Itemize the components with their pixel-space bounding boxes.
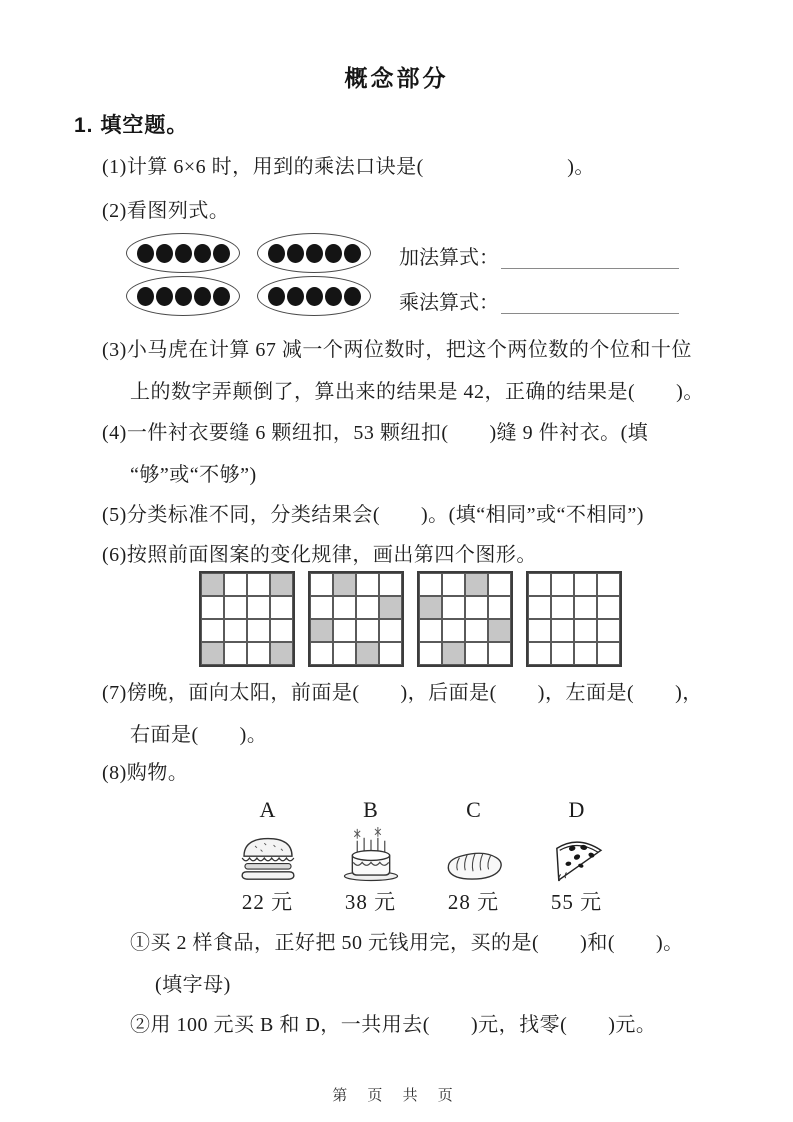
grid-cell (310, 642, 333, 665)
dot-oval (126, 233, 240, 273)
grid-cell (247, 573, 270, 596)
grid-cell (247, 619, 270, 642)
multiplication-formula-row (399, 286, 679, 315)
item-price: 22 元 (241, 890, 294, 914)
grid-cell (528, 619, 551, 642)
item-letter: D (568, 797, 585, 822)
pattern-grid (417, 571, 513, 667)
dot-groups (126, 233, 382, 316)
item-price: 38 元 (344, 890, 397, 914)
grid-cell (551, 596, 574, 619)
dot (137, 287, 154, 306)
question-4-line2: “够”或“不够”) (130, 464, 257, 486)
dot (156, 287, 173, 306)
item-letter: B (363, 797, 378, 822)
grid-cell (442, 596, 465, 619)
dot (325, 287, 342, 306)
dot-oval (257, 276, 371, 316)
dot (175, 287, 192, 306)
dot (213, 287, 230, 306)
grid-cell (551, 573, 574, 596)
grid-cell-shaded (270, 573, 293, 596)
question-8-sub1-line2: (填字母) (155, 974, 231, 996)
grid-cell-shaded (310, 619, 333, 642)
question-3-line2: 上的数字弄颠倒了，算出来的结果是 42，正确的结果是( )。 (130, 381, 704, 403)
addition-formula-label: 加法算式： (399, 247, 499, 269)
pizza-icon (549, 834, 605, 882)
grid-cell (465, 642, 488, 665)
question-1: (1)计算 6×6 时，用到的乘法口诀是( )。 (102, 156, 595, 178)
dot (268, 287, 285, 306)
grid-cell-shaded (356, 642, 379, 665)
grid-cell (574, 619, 597, 642)
dot (137, 244, 154, 263)
grid-cell (201, 596, 224, 619)
dot (213, 244, 230, 263)
grid-cell (224, 573, 247, 596)
grid-cell (442, 619, 465, 642)
grid-cell (528, 573, 551, 596)
dot (287, 287, 304, 306)
grid-cell-shaded (270, 642, 293, 665)
dot-oval (126, 276, 240, 316)
grid-cell (379, 573, 402, 596)
dot (306, 287, 323, 306)
item-letter: C (466, 797, 481, 822)
pattern-grid (199, 571, 295, 667)
question-8: (8)购物。 (102, 762, 189, 784)
grid-cell (419, 619, 442, 642)
grid-cell (224, 642, 247, 665)
grid-cell-shaded (419, 596, 442, 619)
shop-item-a (216, 796, 319, 916)
shop-item-b (319, 796, 422, 916)
pattern-grid (308, 571, 404, 667)
dot (268, 244, 285, 263)
item-price: 28 元 (447, 890, 500, 914)
hamburger-icon (237, 834, 299, 882)
question-2: (2)看图列式。 (102, 200, 230, 222)
item-letter: A (259, 797, 276, 822)
grid-cell (574, 573, 597, 596)
question-6: (6)按照前面图案的变化规律，画出第四个图形。 (102, 544, 537, 566)
dot (306, 244, 323, 263)
grid-cell-shaded (488, 619, 511, 642)
grid-cell (333, 596, 356, 619)
grid-cell (419, 573, 442, 596)
shop-item-c (422, 796, 525, 916)
grid-cell (310, 596, 333, 619)
grid-cell (247, 642, 270, 665)
grid-cell (224, 596, 247, 619)
grid-cell (597, 642, 620, 665)
grid-cell (551, 619, 574, 642)
question-3-line1: (3)小马虎在计算 67 减一个两位数时，把这个两位数的个位和十位 (102, 339, 692, 361)
grid-cell (356, 596, 379, 619)
grid-cell (597, 619, 620, 642)
grid-cell (356, 619, 379, 642)
item-price: 55 元 (550, 890, 603, 914)
multiplication-answer-blank (501, 289, 679, 314)
question-7-line2: 右面是( )。 (130, 724, 268, 746)
grid-cell (442, 573, 465, 596)
grid-cell (419, 642, 442, 665)
grid-cell (333, 642, 356, 665)
grid-cell (528, 642, 551, 665)
question-8-sub1-line1: ①买 2 样食品，正好把 50 元钱用完，买的是( )和( )。 (130, 932, 684, 954)
dot (156, 244, 173, 263)
shopping-table (216, 796, 628, 916)
grid-cell-shaded (379, 596, 402, 619)
question-5: (5)分类标准不同，分类结果会( )。(填“相同”或“不相同”) (102, 504, 644, 526)
grid-cell (465, 619, 488, 642)
question-7-line1: (7)傍晚，面向太阳，前面是( )，后面是( )，左面是( )， (102, 682, 703, 704)
grid-cell (247, 596, 270, 619)
shop-item-d (525, 796, 628, 916)
dot (325, 244, 342, 263)
grid-cell (574, 596, 597, 619)
grid-cell (270, 596, 293, 619)
addition-formula-row (399, 241, 679, 270)
dot (344, 244, 361, 263)
grid-cell (488, 573, 511, 596)
dot (287, 244, 304, 263)
grid-cell (465, 596, 488, 619)
grid-cell (356, 573, 379, 596)
grid-cell-shaded (442, 642, 465, 665)
grid-cell (574, 642, 597, 665)
grid-cell (310, 573, 333, 596)
grid-cell (224, 619, 247, 642)
dot-oval (257, 233, 371, 273)
grid-cell-shaded (201, 642, 224, 665)
dot (344, 287, 361, 306)
page-footer: 第 页 共 页 (332, 1087, 461, 1104)
pattern-grid (526, 571, 622, 667)
grid-cell (528, 596, 551, 619)
cake-icon (341, 825, 401, 882)
bread-icon (442, 847, 506, 882)
grid-cell (597, 596, 620, 619)
grid-cell (379, 619, 402, 642)
question-4-line1: (4)一件衬衣要缝 6 颗纽扣，53 颗纽扣( )缝 9 件衬衣。(填 (102, 422, 649, 444)
section-heading: 1. 填空题。 (74, 114, 189, 137)
multiplication-formula-label: 乘法算式： (399, 292, 499, 314)
dot (194, 244, 211, 263)
dot (175, 244, 192, 263)
grid-cell-shaded (333, 573, 356, 596)
question-8-sub2: ②用 100 元买 B 和 D，一共用去( )元，找零( )元。 (130, 1014, 657, 1036)
pattern-grids (199, 571, 622, 667)
grid-cell (597, 573, 620, 596)
grid-cell-shaded (465, 573, 488, 596)
dot (194, 287, 211, 306)
grid-cell (270, 619, 293, 642)
grid-cell (333, 619, 356, 642)
grid-cell (488, 642, 511, 665)
page-title: 概念部分 (344, 65, 449, 91)
grid-cell (488, 596, 511, 619)
grid-cell (551, 642, 574, 665)
addition-answer-blank (501, 244, 679, 269)
grid-cell (201, 619, 224, 642)
grid-cell-shaded (201, 573, 224, 596)
grid-cell (379, 642, 402, 665)
